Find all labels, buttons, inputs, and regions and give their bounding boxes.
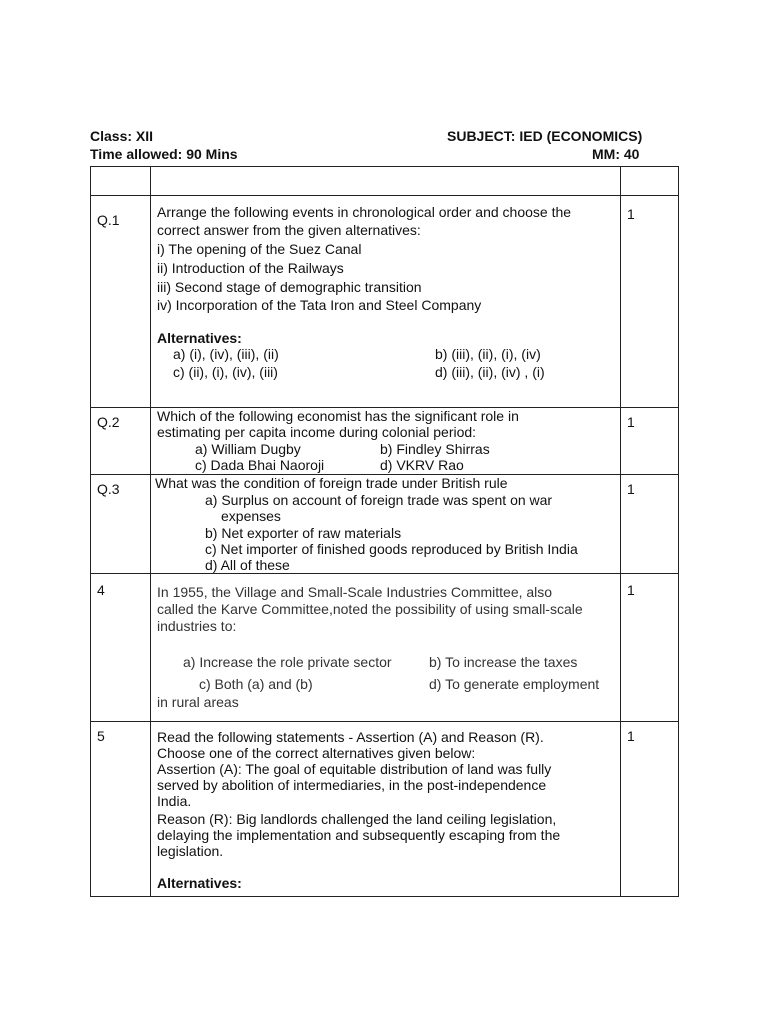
question-stem-line: legislation. — [157, 843, 224, 859]
event-item: ii) Introduction of the Railways — [157, 260, 344, 276]
question-number: 5 — [97, 728, 105, 744]
question-table — [90, 166, 679, 897]
question-row-1 — [91, 196, 679, 408]
event-item: i) The opening of the Suez Canal — [157, 241, 362, 257]
option-a-continued: expenses — [221, 508, 281, 524]
question-body — [151, 475, 620, 573]
question-marks: 1 — [627, 728, 635, 744]
event-item: iv) Incorporation of the Tata Iron and Steel Company — [157, 297, 482, 313]
question-stem-line: delaying the implementation and subsequently escaping from the — [157, 827, 561, 843]
question-stem-line: industries to: — [157, 618, 237, 634]
event-item: iii) Second stage of demographic transition — [157, 279, 422, 295]
question-body — [151, 574, 620, 721]
option-a: a) Increase the role private sector — [183, 654, 392, 670]
option-a: a) Surplus on account of foreign trade was spent on war — [205, 492, 553, 508]
alternatives-label: Alternatives: — [157, 875, 242, 891]
question-number: Q.1 — [97, 212, 120, 228]
question-row-4 — [91, 574, 679, 722]
table-header-row — [91, 167, 679, 196]
option-b: b) Net exporter of raw materials — [205, 525, 402, 541]
question-body — [151, 408, 620, 474]
question-marks: 1 — [627, 582, 635, 598]
question-row-5 — [91, 722, 679, 897]
question-marks: 1 — [627, 481, 635, 497]
question-marks: 1 — [627, 206, 635, 222]
question-stem-line: What was the condition of foreign trade under British rule — [155, 475, 508, 491]
question-stem-line: Arrange the following events in chronological order and choose the — [157, 204, 572, 220]
time-allowed-label: Time allowed: 90 Mins — [90, 146, 238, 162]
question-body — [151, 722, 620, 896]
option-d: d) To generate employment — [429, 676, 600, 692]
question-stem-line: Choose one of the correct alternatives given below: — [157, 745, 476, 761]
question-row-3 — [91, 475, 679, 574]
option-d: d) All of these — [205, 557, 290, 573]
option-d-continued: in rural areas — [157, 694, 239, 710]
question-number: Q.2 — [97, 414, 120, 430]
question-row-2 — [91, 408, 679, 475]
option-b: b) Findley Shirras — [380, 441, 490, 457]
question-body — [151, 196, 620, 407]
alternatives-label: Alternatives: — [157, 330, 242, 346]
option-a: a) William Dugby — [195, 441, 301, 457]
option-c: c) (ii), (i), (iv), (iii) — [173, 364, 278, 380]
max-marks-label: MM: 40 — [592, 146, 640, 162]
question-stem-line: Reason (R): Big landlords challenged the land ceiling legislation, — [157, 811, 557, 827]
header-cell-marks — [621, 167, 679, 196]
question-stem-line: Assertion (A): The goal of equitable distribution of land was fully — [157, 761, 552, 777]
question-number: 4 — [97, 582, 105, 598]
option-c: c) Dada Bhai Naoroji — [195, 457, 325, 473]
question-number: Q.3 — [97, 481, 120, 497]
question-stem-line: served by abolition of intermediaries, in the post-independence — [157, 777, 547, 793]
question-stem-line: In 1955, the Village and Small-Scale Industries Committee, also — [157, 584, 553, 600]
question-stem-line: India. — [157, 793, 192, 809]
option-b: b) To increase the taxes — [429, 654, 578, 670]
question-marks: 1 — [627, 414, 635, 430]
option-c: c) Both (a) and (b) — [199, 676, 313, 692]
header-cell-question — [151, 167, 621, 196]
header-cell-number — [91, 167, 151, 196]
option-d: d) (iii), (ii), (iv) , (i) — [435, 364, 545, 380]
question-stem-line: called the Karve Committee,noted the possibility of using small-scale — [157, 601, 583, 617]
question-stem-line: Read the following statements - Assertion (A) and Reason (R). — [157, 729, 544, 745]
option-b: b) (iii), (ii), (i), (iv) — [435, 346, 541, 362]
subject-label: SUBJECT: IED (ECONOMICS) — [447, 128, 643, 144]
option-d: d) VKRV Rao — [380, 457, 464, 473]
option-c: c) Net importer of finished goods reproduced by British India — [205, 541, 578, 557]
question-stem-line: correct answer from the given alternatives: — [157, 222, 421, 238]
question-stem-line: estimating per capita income during colonial period: — [157, 424, 477, 440]
question-stem-line: Which of the following economist has the significant role in — [157, 408, 519, 424]
class-label: Class: XII — [90, 128, 154, 144]
option-a: a) (i), (iv), (iii), (ii) — [173, 346, 279, 362]
